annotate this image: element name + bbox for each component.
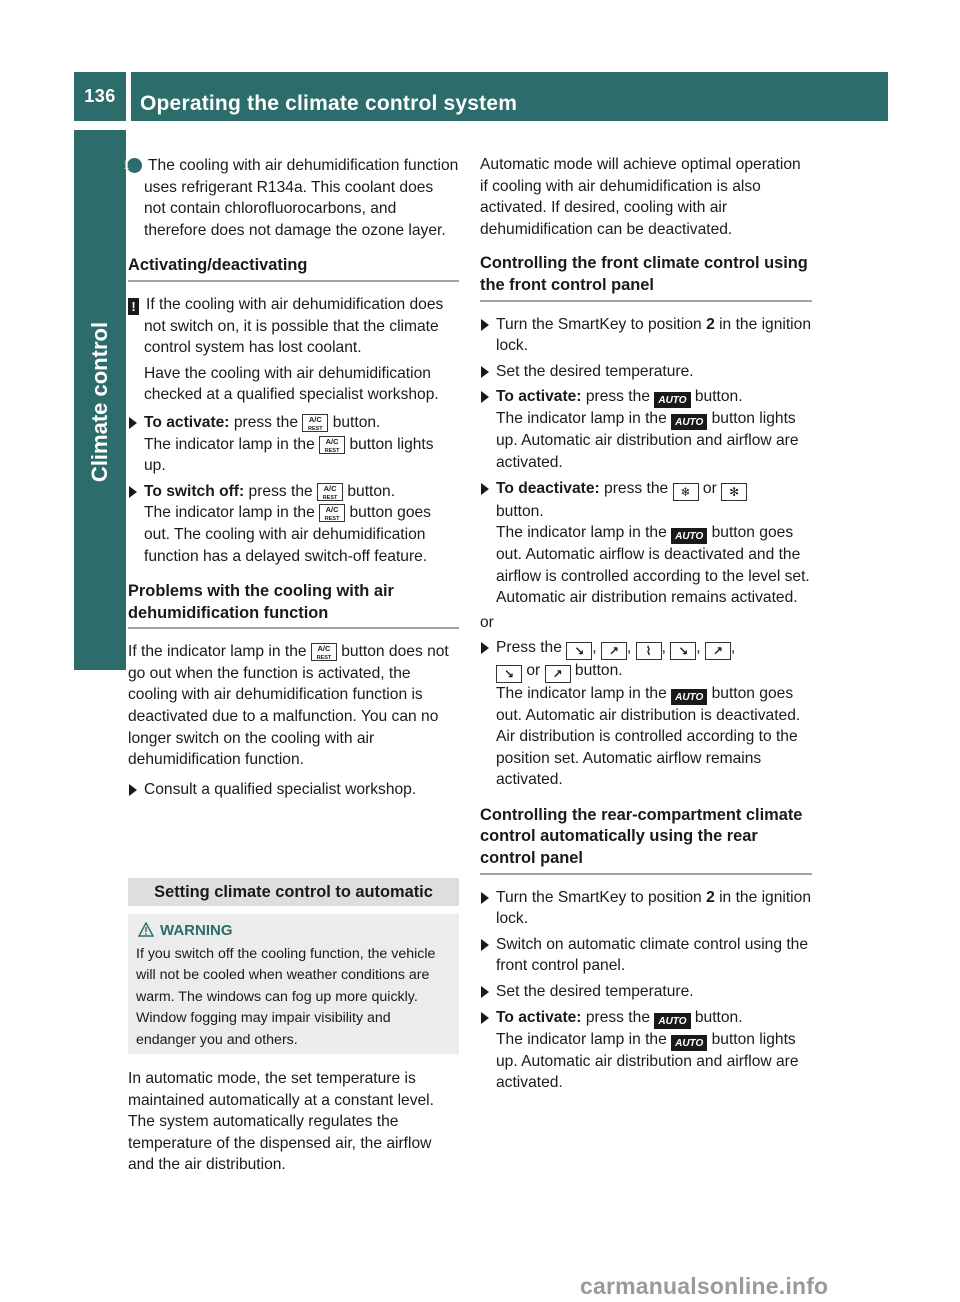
step-arrow-icon [129, 486, 137, 498]
fan-decrease-icon: ✻ [721, 483, 747, 501]
step-arrow-icon [481, 366, 489, 378]
step-arrow-icon [481, 319, 489, 331]
airflow-windscreen-icon: ⌇ [636, 642, 662, 660]
step-distribution: Press the ↘ , ↗ , ⌇ , ↘ , ↗ , ↘ or ↗ button. The indicator lamp in the AUTO button goes out. Automatic air distribution is deactivated. Air distribution is controlled according to the position set. Automatic airflow remains activated. [480, 637, 812, 791]
side-tab [74, 130, 126, 670]
auto-button-icon: AUTO [654, 392, 690, 408]
step-arrow-icon [481, 892, 489, 904]
step-switch-off: To switch off: press the A/C REST button. The indicator lamp in the A/C REST button goes out. The cooling with air dehumidification function has a delayed switch-off feature. [128, 481, 459, 567]
step-arrow-icon [481, 939, 489, 951]
section-banner: Setting climate control to automatic [128, 878, 459, 906]
step-arrow-icon [481, 483, 489, 495]
heading-rear-control: Controlling the rear-compartment climate control automatically using the rear control panel [480, 805, 812, 875]
airflow-feet-icon: ↘ [496, 665, 522, 683]
step-arrow-icon [129, 417, 137, 429]
auto-button-icon: AUTO [671, 528, 707, 544]
page-title: Operating the climate control system [140, 92, 518, 115]
airflow-upper-icon: ↗ [705, 642, 731, 660]
watermark: carmanualsonline.info [580, 1273, 829, 1299]
airflow-lower-icon: ↘ [670, 642, 696, 660]
step-activate-auto: To activate: press the AUTO button. The indicator lamp in the AUTO button lights up. Automatic air distribution and airflow are activated. [480, 386, 812, 473]
auto-paragraph: In automatic mode, the set temperature is maintained automatically at a constant level. The system automatically regulates the temperature of the dispensed air, the airflow and the air distribution. [128, 1070, 434, 1174]
step-arrow-icon [129, 784, 137, 796]
info-icon: i [127, 158, 142, 173]
ac-button-icon: A/C REST [311, 643, 337, 661]
ac-button-icon: A/C REST [319, 436, 345, 454]
fan-increase-icon: ❄ [673, 483, 699, 501]
page-header [74, 72, 888, 121]
warning-text: If you switch off the cooling function, the vehicle will not be cooled when weather conditions are warm. The windows can fog up more quickly. Window fogging may impair visibility and endanger you and others. [136, 945, 436, 1048]
page-number: 136 [84, 86, 116, 106]
intro-paragraph: Automatic mode will achieve optimal operation if cooling with air dehumidification is also activated. If desired, cooling with air dehumidification can be deactivated. [480, 156, 801, 238]
airflow-center-icon: ↗ [601, 642, 627, 660]
heading-activating: Activating/deactivating [128, 255, 459, 282]
exclamation-icon: ! [128, 298, 139, 315]
left-column [124, 152, 459, 800]
airflow-footwell-icon: ↘ [566, 642, 592, 660]
step-rear-smartkey: Turn the SmartKey to position 2 in the ignition lock. [480, 887, 812, 930]
step-deactivate: To deactivate: press the ❄ or ✻ button. The indicator lamp in the AUTO button goes out. Automatic airflow is deactivated and the airflow is controlled according to the level set. Automatic air distribution remains activated. [480, 478, 812, 609]
or-separator: or [480, 613, 494, 631]
caution-note-2: Have the cooling with air dehumidification checked at a qualified specialist workshop. [144, 364, 439, 404]
auto-button-icon: AUTO [671, 689, 707, 705]
ac-button-icon: A/C REST [319, 504, 345, 522]
step-smartkey: Turn the SmartKey to position 2 in the ignition lock. [480, 314, 812, 357]
auto-button-icon: AUTO [671, 414, 707, 430]
step-activate: To activate: press the A/C REST button. The indicator lamp in the A/C REST button lights up. [128, 412, 459, 477]
warning-box [128, 914, 459, 1054]
auto-button-icon: AUTO [654, 1013, 690, 1029]
step-rear-temperature: Set the desired temperature. [480, 981, 812, 1003]
step-consult: Consult a qualified specialist workshop. [128, 779, 459, 801]
step-arrow-icon [481, 391, 489, 403]
caution-note: ! If the cooling with air dehumidification does not switch on, it is possible that the climate control system has lost coolant. [128, 294, 459, 359]
ac-button-icon: A/C REST [317, 483, 343, 501]
auto-button-icon: AUTO [671, 1035, 707, 1051]
warning-triangle-icon [138, 922, 154, 937]
problems-paragraph: If the indicator lamp in the A/C REST button does not go out when the function is activated, the cooling with air dehumidification function is deactivated due to a malfunction. You can no longer switch on the cooling with air dehumidification function. [128, 643, 449, 769]
heading-problems: Problems with the cooling with air dehumidification function [128, 581, 459, 629]
step-rear-activate: To activate: press the AUTO button. The indicator lamp in the AUTO button lights up. Automatic air distribution and airflow are activated. [480, 1007, 812, 1094]
step-temperature: Set the desired temperature. [480, 361, 812, 383]
right-column [480, 152, 812, 1094]
step-rear-auto-on: Switch on automatic climate control using the front control panel. [480, 934, 812, 977]
info-note: i The cooling with air dehumidification function uses refrigerant R134a. This coolant does not contain chlorofluorocarbons, and therefore does not damage the ozone layer. [124, 157, 459, 239]
step-arrow-icon [481, 642, 489, 654]
heading-front-control: Controlling the front climate control using the front control panel [480, 253, 812, 301]
ac-button-icon: A/C REST [302, 414, 328, 432]
header-divider [126, 72, 131, 121]
step-arrow-icon [481, 986, 489, 998]
warning-heading: WARNING [138, 920, 451, 942]
step-arrow-icon [481, 1012, 489, 1024]
airflow-head-icon: ↗ [545, 665, 571, 683]
side-tab-label: Climate control [87, 321, 112, 483]
